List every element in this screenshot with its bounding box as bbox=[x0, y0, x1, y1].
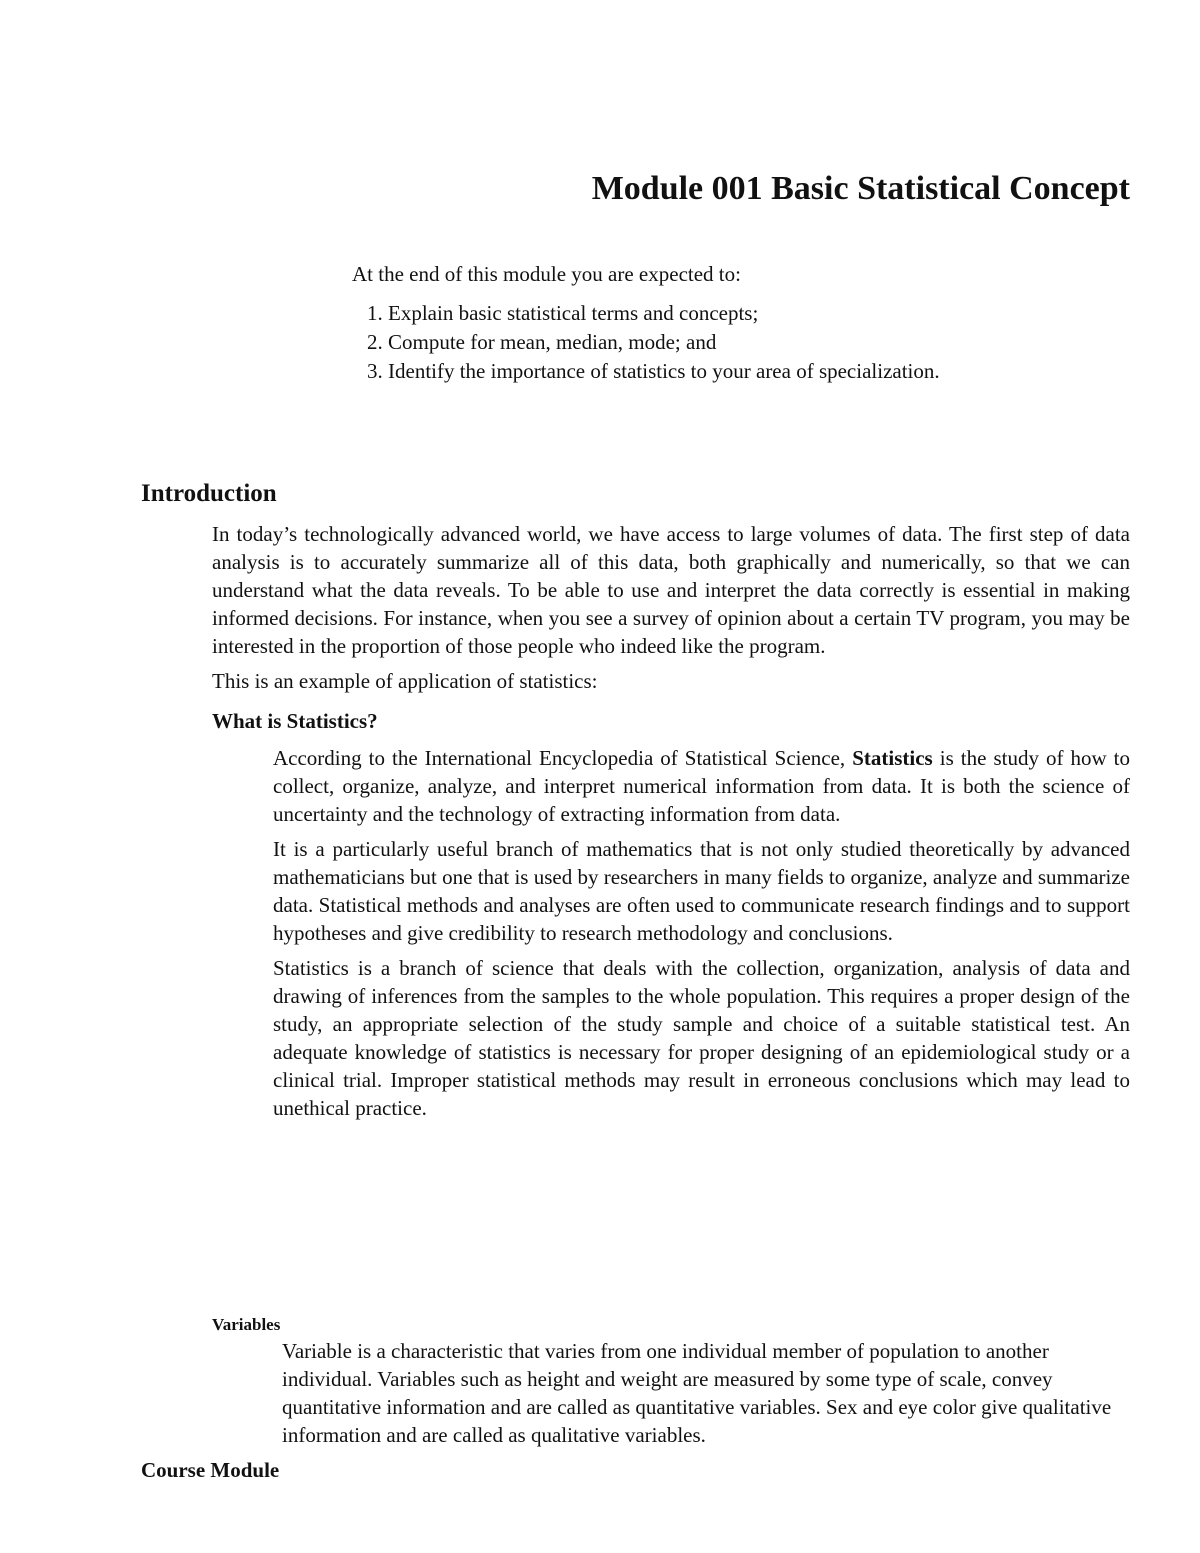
objectives-intro: At the end of this module you are expected to: bbox=[352, 262, 741, 286]
what-is-statistics-heading: What is Statistics? bbox=[212, 709, 378, 733]
statistics-paragraph bbox=[273, 744, 1130, 828]
module-title: Module 001 Basic Statistical Concept bbox=[591, 170, 1130, 207]
statistics-definition-block bbox=[273, 744, 1130, 1122]
variables-paragraph: Variable is a characteristic that varies from one individual member of population to another individual. Variables such as height and weight are measured by some type of scale, convey quantitative information and are called as quantitative variables. Sex and eye color give qualitative information and are called as qualitative variables. bbox=[282, 1339, 1112, 1447]
introduction-body bbox=[212, 520, 1130, 1129]
course-module-footer: Course Module bbox=[141, 1458, 280, 1482]
introduction-heading: Introduction bbox=[141, 480, 277, 507]
objectives-list bbox=[352, 299, 1112, 386]
intro-paragraph: This is an example of application of statistics: bbox=[212, 669, 598, 693]
statistics-paragraph: It is a particularly useful branch of mathematics that is not only studied theoretically by advanced mathematicians but one that is used by researchers in many fields to organize, analyze and summarize data. Statistical methods and analyses are often used to communicate research findings and to support hypotheses and give credibility to research methodology and conclusions. bbox=[273, 837, 1130, 945]
definition-text-start: According to the International Encyclopedia of Statistical Science, bbox=[273, 746, 853, 770]
objective-item: 2. Compute for mean, median, mode; and bbox=[388, 328, 1112, 357]
objective-item: 1. Explain basic statistical terms and concepts; bbox=[388, 299, 1112, 328]
statistics-paragraph: Statistics is a branch of science that deals with the collection, organization, analysis of data and drawing of inferences from the samples to the whole population. This requires a proper design of the study, an appropriate selection of the study sample and choice of a suitable statistical test. An adequate knowledge of statistics is necessary for proper designing of an epidemiological study or a clinical trial. Improper statistical methods may result in erroneous conclusions which may lead to unethical practice. bbox=[273, 956, 1130, 1120]
variables-heading: Variables bbox=[212, 1315, 281, 1334]
statistics-term: Statistics bbox=[852, 746, 933, 770]
intro-paragraph: In today’s technologically advanced world, we have access to large volumes of data. The first step of data analysis is to accurately summarize all of this data, both graphically and numerically, so that we can understand what the data reveals. To be able to use and interpret the data correctly is essential in making informed decisions. For instance, when you see a survey of opinion about a certain TV program, you may be interested in the proportion of those people who indeed like the program. bbox=[212, 522, 1130, 658]
learning-objectives bbox=[352, 262, 1112, 386]
definition-text-end: is the study of how to collect, organize, analyze, and interpret numerical information from data. It is both the science of uncertainty and the technology of extracting information from data. bbox=[273, 746, 1130, 826]
objective-item: 3. Identify the importance of statistics to your area of specialization. bbox=[388, 357, 1112, 386]
